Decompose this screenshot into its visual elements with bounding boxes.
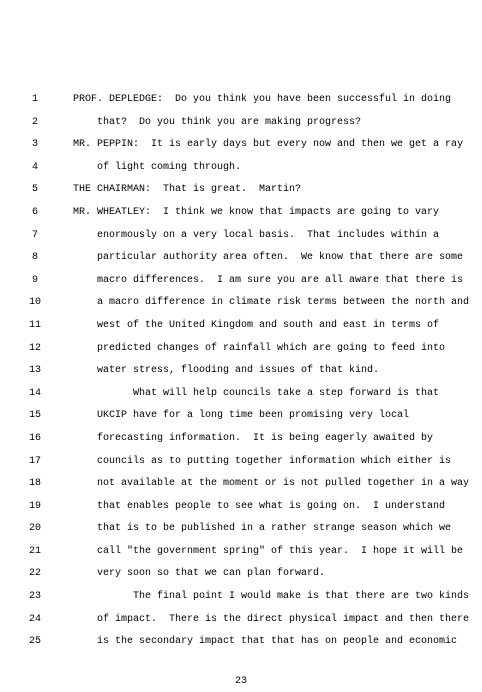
line-number: 6 bbox=[31, 206, 38, 218]
transcript-line bbox=[0, 112, 482, 135]
line-text: forecasting information. It is being eagerly awaited by bbox=[97, 432, 434, 444]
line-number: 1 bbox=[31, 94, 38, 105]
line-text: water stress, flooding and issues of that kind. bbox=[97, 365, 380, 377]
transcript-line bbox=[0, 134, 482, 157]
transcript-line bbox=[0, 315, 482, 338]
line-text: The final point I would make is that there are two kinds bbox=[133, 591, 470, 603]
transcript-line bbox=[0, 405, 482, 428]
line-text: particular authority area often. We know that there are some bbox=[97, 252, 464, 264]
line-text: enormously on a very local basis. That includes within a bbox=[97, 229, 440, 241]
line-number: 17 bbox=[28, 455, 41, 467]
transcript-line bbox=[0, 292, 482, 315]
line-text: councils as to putting together information which either is bbox=[97, 455, 452, 467]
line-text: PROF. DEPLEDGE: Do you think you have been successful in doing bbox=[73, 94, 452, 105]
line-number: 12 bbox=[28, 342, 41, 354]
line-number: 4 bbox=[31, 161, 38, 173]
transcript-line bbox=[0, 360, 482, 383]
transcript-line bbox=[0, 473, 482, 496]
transcript-line bbox=[0, 609, 482, 632]
line-number: 19 bbox=[28, 500, 41, 512]
line-number: 18 bbox=[28, 478, 41, 490]
transcript-line bbox=[0, 428, 482, 451]
transcript-line bbox=[0, 586, 482, 609]
transcript-line bbox=[0, 270, 482, 293]
transcript-line bbox=[0, 202, 482, 225]
line-number: 9 bbox=[31, 274, 38, 286]
line-number: 20 bbox=[28, 523, 41, 535]
transcript-line bbox=[0, 157, 482, 180]
line-number: 22 bbox=[28, 568, 41, 580]
line-text: a macro difference in climate risk terms between the north and bbox=[97, 297, 470, 309]
line-text: macro differences. I am sure you are all aware that there is bbox=[97, 274, 464, 286]
transcript-line bbox=[0, 225, 482, 248]
line-text: predicted changes of rainfall which are going to feed into bbox=[97, 342, 446, 354]
line-text: very soon so that we can plan forward. bbox=[97, 568, 326, 580]
transcript-line bbox=[0, 383, 482, 406]
line-text: THE CHAIRMAN: That is great. Martin? bbox=[73, 184, 302, 196]
line-number: 7 bbox=[31, 229, 38, 241]
line-text: of light coming through. bbox=[97, 161, 242, 173]
transcript-line bbox=[0, 496, 482, 519]
transcript-line bbox=[0, 541, 482, 564]
transcript-line bbox=[0, 179, 482, 202]
line-number: 3 bbox=[31, 139, 38, 151]
transcript-line bbox=[0, 338, 482, 361]
line-text: west of the United Kingdom and south and east in terms of bbox=[97, 319, 440, 331]
line-text: of impact. There is the direct physical impact and then there bbox=[97, 613, 470, 625]
line-number: 16 bbox=[28, 432, 41, 444]
line-number: 2 bbox=[31, 116, 38, 128]
line-text: MR. WHEATLEY: I think we know that impacts are going to vary bbox=[73, 206, 440, 218]
line-text: that enables people to see what is going on. I understand bbox=[97, 500, 446, 512]
line-text: What will help councils take a step forward is that bbox=[133, 387, 440, 399]
line-text: is the secondary impact that that has on people and economic bbox=[97, 636, 458, 648]
line-text: MR. PEPPIN: It is early days but every now and then we get a ray bbox=[73, 139, 464, 151]
line-text: UKCIP have for a long time been promising very local bbox=[97, 410, 410, 422]
transcript-line bbox=[0, 631, 482, 654]
line-number: 14 bbox=[28, 387, 41, 399]
line-number: 11 bbox=[28, 319, 41, 331]
line-text: call "the government spring" of this year. I hope it will be bbox=[97, 545, 464, 557]
transcript-line bbox=[0, 563, 482, 586]
line-text: that is to be published in a rather strange season which we bbox=[97, 523, 452, 535]
line-number: 8 bbox=[31, 252, 38, 264]
line-number: 13 bbox=[28, 365, 41, 377]
line-number: 5 bbox=[31, 184, 38, 196]
line-number: 21 bbox=[28, 545, 41, 557]
line-number: 23 bbox=[28, 591, 41, 603]
transcript-line bbox=[0, 518, 482, 541]
line-number: 24 bbox=[28, 613, 41, 625]
transcript-line bbox=[0, 451, 482, 474]
line-text: not available at the moment or is not pulled together in a way bbox=[97, 478, 470, 490]
line-number: 25 bbox=[28, 636, 41, 648]
line-number: 10 bbox=[28, 297, 41, 309]
page-number: 23 bbox=[234, 676, 247, 687]
transcript-line bbox=[0, 247, 482, 270]
line-text: that? Do you think you are making progress? bbox=[97, 116, 362, 128]
transcript-line bbox=[0, 89, 482, 112]
line-number: 15 bbox=[28, 410, 41, 422]
transcript-lines bbox=[0, 89, 482, 654]
